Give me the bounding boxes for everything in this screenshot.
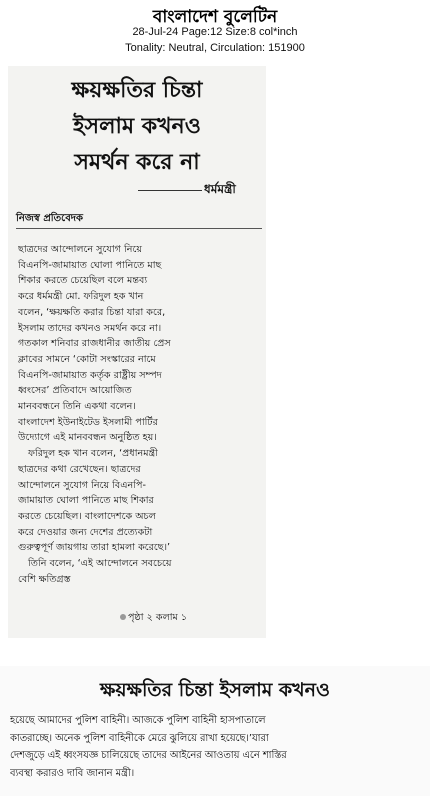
continuation-bullet-icon: [120, 614, 126, 620]
clipping-meta-tonality: Tonality: Neutral, Circulation: 151900: [125, 42, 305, 54]
body-line: বলেন, ‘ক্ষয়ক্ষতি করার চিন্তা যারা করে,: [18, 306, 166, 318]
body-line: জামায়াত ঘোলা পানিতে মাছ শিকার: [18, 495, 154, 507]
body-line: আন্দোলনে সুযোগ নিয়ে বিএনপি-: [18, 479, 146, 491]
continued-headline: ক্ষয়ক্ষতির চিন্তা ইসলাম কখনও: [99, 679, 330, 701]
continued-line: কাতরাচ্ছে। অনেক পুলিশ বাহিনীকে মেরে ঝুলিয়ে রাখা হয়েছে।’যারা: [10, 732, 269, 744]
article-body: [18, 242, 266, 587]
body-line: ফরিদুল হক খান বলেন, ‘প্রধানমন্ত্রী: [28, 448, 158, 460]
continued-body: [10, 712, 426, 782]
body-line: ছাত্রদের কথা রেখেছেন। ছাত্রদের: [18, 463, 141, 475]
continued-line: হয়েছে আমাদের পুলিশ বাহিনী। আজকে পুলিশ বাহিনী হাসপাতালে: [10, 715, 266, 726]
body-line: বিএনপি-জামায়াত কর্তৃক রাষ্ট্রীয় সম্পদ: [18, 369, 162, 381]
article-headline: [8, 72, 266, 180]
body-line: বিএনপি-জামায়াত ঘোলা পানিতে মাছ: [18, 259, 162, 271]
body-line: করতে চেয়েছিল। বাংলাদেশকে অচল: [18, 510, 156, 522]
body-line: গুরুত্বপূর্ণ জায়গায় তারা হামলা করেছে।’: [18, 542, 171, 554]
continued-line: ব্যবস্থা করারও দাবি জানান মন্ত্রী।: [10, 767, 135, 779]
body-line: গতকাল শনিবার রাজধানীর জাতীয় প্রেস: [18, 338, 171, 350]
continued-clipping: [0, 666, 430, 796]
headline-line: সমর্থন করে না: [74, 149, 200, 175]
headline-line: ক্ষয়ক্ষতির চিন্তা: [71, 77, 203, 103]
clipping-meta-date-page: 28-Jul-24 Page:12 Size:8 col*inch: [132, 26, 298, 38]
body-line: তিনি বলেন, ‘এই আন্দোলনে সবচেয়ে: [28, 558, 172, 570]
body-line: ইসলাম তাদের কখনও সমর্থন করে না।: [18, 322, 162, 334]
body-line: ছাত্রদের আন্দোলনে সুযোগ নিয়ে: [18, 244, 142, 255]
continuation-note: পৃষ্ঠা ২ কলাম ১: [128, 612, 188, 623]
newspaper-masthead: বাংলাদেশ বুলেটিন: [152, 7, 278, 27]
body-line: করে ধর্মমন্ত্রী মো. ফরিদুল হক খান: [18, 291, 144, 303]
reporter-rule: [16, 228, 262, 229]
body-line: করে দেওয়ার জন্য দেশের প্রত্যেকটা: [18, 526, 153, 538]
reporter-credit: নিজস্ব প্রতিবেদক: [16, 213, 84, 224]
headline-line: ইসলাম কখনও: [73, 113, 201, 139]
article-clipping: [8, 66, 266, 638]
body-line: বেশি ক্ষতিগ্রস্ত: [18, 573, 71, 585]
body-line: উদ্যোগে এই মানববন্ধন অনুষ্ঠিত হয়।: [18, 432, 157, 444]
continued-line: দেশজুড়ে এই ধ্বংসযজ্ঞ চালিয়েছে তাদের আইনের আওতায় এনে শাস্তির: [10, 750, 287, 761]
body-line: মানববন্ধনে তিনি একথা বলেন।: [18, 401, 136, 413]
byline-speaker: ধর্মমন্ত্রী: [204, 182, 236, 196]
body-line: ক্লাবের সামনে ‘কোটা সংস্কারের নামে: [18, 353, 156, 365]
body-line: ধ্বংসের’ প্রতিবাদে আয়োজিত: [18, 385, 132, 397]
body-line: শিকার করতে চেয়েছিল বলে মন্তব্য: [18, 275, 148, 287]
byline-rule: [138, 190, 202, 191]
body-line: বাংলাদেশ ইউনাইটেড ইসলামী পার্টির: [18, 416, 158, 428]
